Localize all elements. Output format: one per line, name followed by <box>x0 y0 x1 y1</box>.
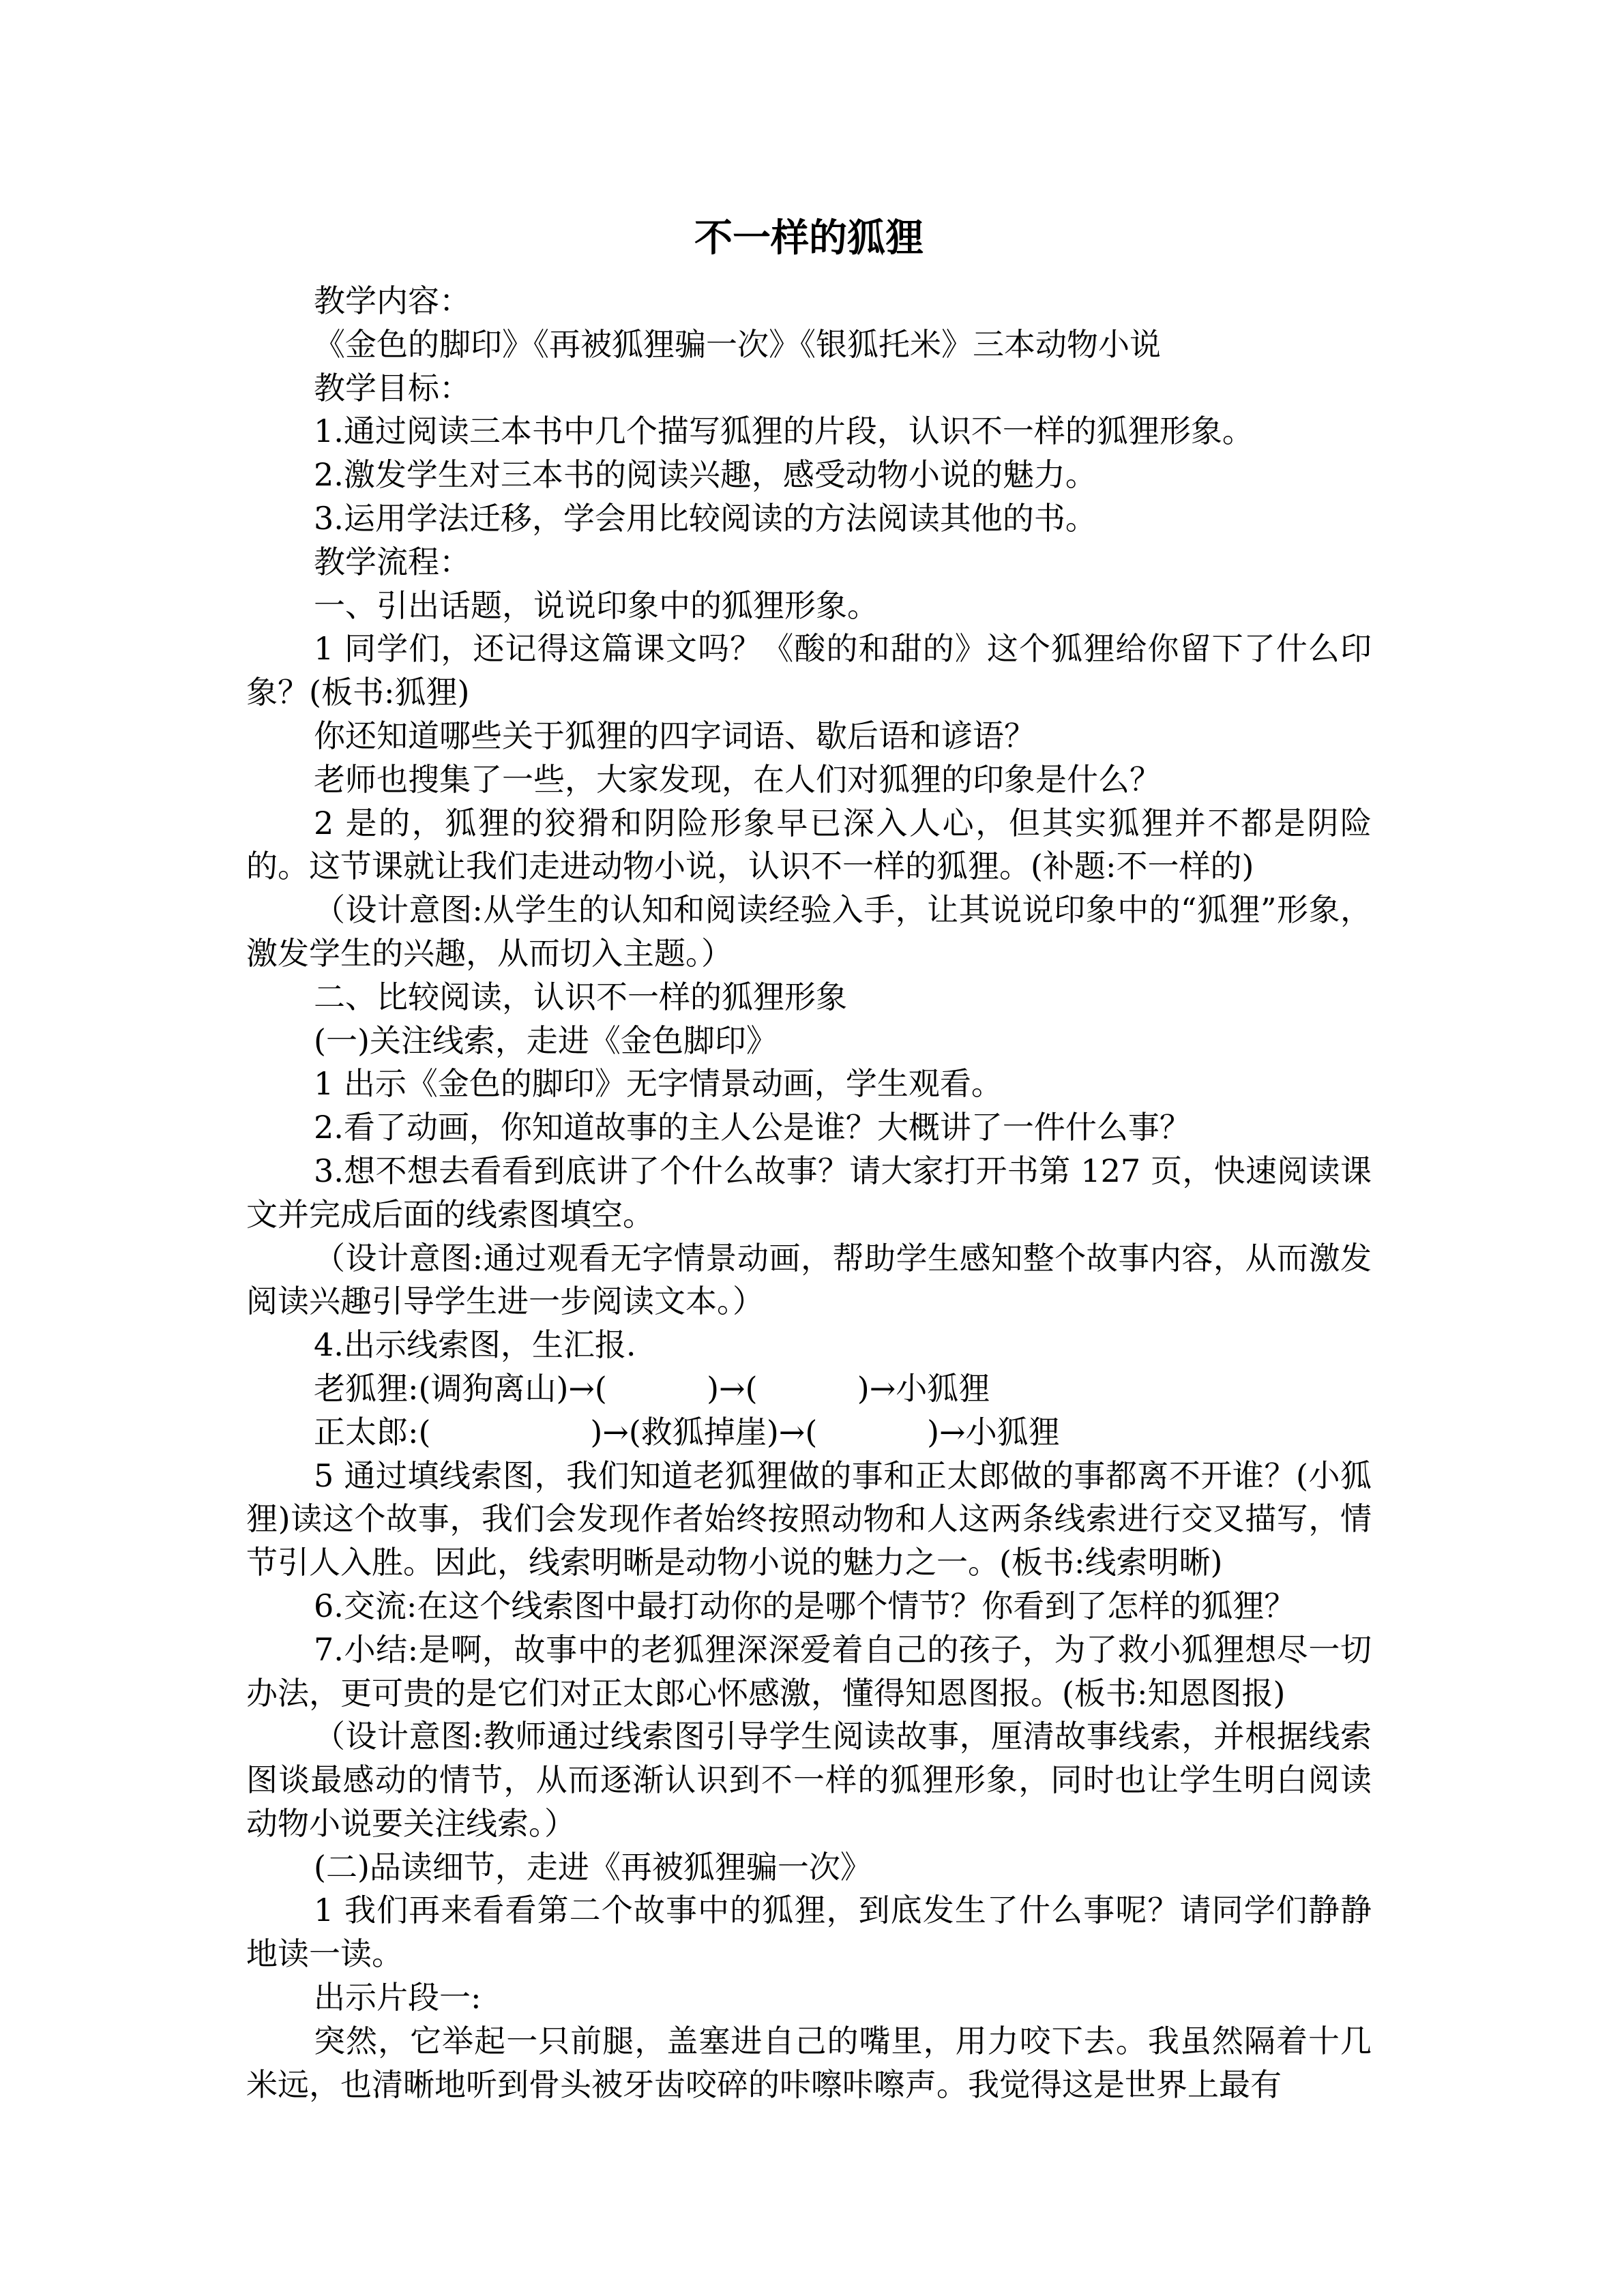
paragraph: 2 是的，狐狸的狡猾和阴险形象早已深入人心，但其实狐狸并不都是阴险的。这节课就让我们走进动物小说，认识不一样的狐狸。(补题:不一样的) <box>246 804 1372 885</box>
paragraph: 出示片段一: <box>314 1979 482 2016</box>
paragraph: 5 通过填线索图，我们知道老狐狸做的事和正太郎做的事都离不开谁？(小狐狸)读这个故事，我们会发现作者始终按照动物和人这两条线索进行交叉描写，情节引人入胜。因此，线索明晰是动物小说的魅力之一。(板书:线索明晰) <box>246 1457 1372 1581</box>
paragraph: 1.通过阅读三本书中几个描写狐狸的片段，认识不一样的狐狸形象。 <box>314 413 1254 450</box>
paragraph: 老师也搜集了一些，大家发现，在人们对狐狸的印象是什么？ <box>314 760 1161 798</box>
paragraph: 3.运用学法迁移，学会用比较阅读的方法阅读其他的书。 <box>314 499 1097 537</box>
paragraph: 教学内容： <box>314 282 471 319</box>
document-page <box>246 205 1372 2106</box>
paragraph: 1 同学们，还记得这篇课文吗？《酸的和甜的》这个狐狸给你留下了什么印象？(板书:狐狸) <box>246 630 1372 711</box>
clue-line-shotaro: 正太郎:( )→(救狐掉崖)→( )→小狐狸 <box>314 1413 1060 1450</box>
clue-line-old-fox: 老狐狸:(调狗离山)→( )→( )→小狐狸 <box>314 1369 990 1407</box>
paragraph: (二)品读细节，走进《再被狐狸骗一次》 <box>314 1848 872 1885</box>
paragraph: 突然，它举起一只前腿，盖塞进自己的嘴里，用力咬下去。我虽然隔着十几米远，也清晰地听到骨头被牙齿咬碎的咔嚓咔嚓声。我觉得这是世界上最有 <box>246 2022 1372 2103</box>
paragraph: 1 出示《金色的脚印》无字情景动画，学生观看。 <box>314 1065 1003 1103</box>
paragraph: （设计意图:教师通过线索图引导学生阅读故事，厘清故事线索，并根据线索图谈最感动的情节，从而逐渐认识到不一样的狐狸形象，同时也让学生明白阅读动物小说要关注线索。） <box>246 1718 1372 1842</box>
paragraph: 6.交流:在这个线索图中最打动你的是哪个情节？你看到了怎样的狐狸？ <box>314 1587 1296 1624</box>
paragraph: 4.出示线索图，生汇报. <box>314 1326 636 1364</box>
paragraph: 你还知道哪些关于狐狸的四字词语、歇后语和谚语？ <box>314 717 1035 754</box>
paragraph: 3.想不想去看看到底讲了个什么故事？请大家打开书第 127 页，快速阅读课文并完成后面的线索图填空。 <box>246 1152 1372 1233</box>
paragraph: 7.小结:是啊，故事中的老狐狸深深爱着自己的孩子，为了救小狐狸想尽一切办法，更可贵的是它们对正太郎心怀感激，懂得知恩图报。(板书:知恩图报) <box>246 1630 1372 1712</box>
paragraph: 1 我们再来看看第二个故事中的狐狸，到底发生了什么事呢？请同学们静静地读一读。 <box>246 1892 1372 1973</box>
paragraph: 2.看了动画，你知道故事的主人公是谁？大概讲了一件什么事？ <box>314 1109 1191 1146</box>
paragraph: 一、引出话题，说说印象中的狐狸形象。 <box>314 586 879 624</box>
document-title: 不一样的狐狸 <box>694 216 924 260</box>
paragraph: 二、比较阅读，认识不一样的狐狸形象 <box>314 978 847 1015</box>
paragraph: （设计意图:从学生的认知和阅读经验入手，让其说说印象中的“狐狸”形象，激发学生的兴趣，从而切入主题。） <box>246 891 1372 972</box>
paragraph: 2.激发学生对三本书的阅读兴趣，感受动物小说的魅力。 <box>314 456 1097 494</box>
paragraph: （设计意图:通过观看无字情景动画，帮助学生感知整个故事内容，从而激发阅读兴趣引导学生进一步阅读文本。） <box>246 1239 1372 1320</box>
paragraph: 教学流程： <box>314 543 471 580</box>
paragraph: (一)关注线索，走进《金色脚印》 <box>314 1022 778 1059</box>
paragraph: 《金色的脚印》《再被狐狸骗一次》《银狐托米》三本动物小说 <box>314 325 1161 363</box>
paragraph: 教学目标： <box>314 369 471 406</box>
